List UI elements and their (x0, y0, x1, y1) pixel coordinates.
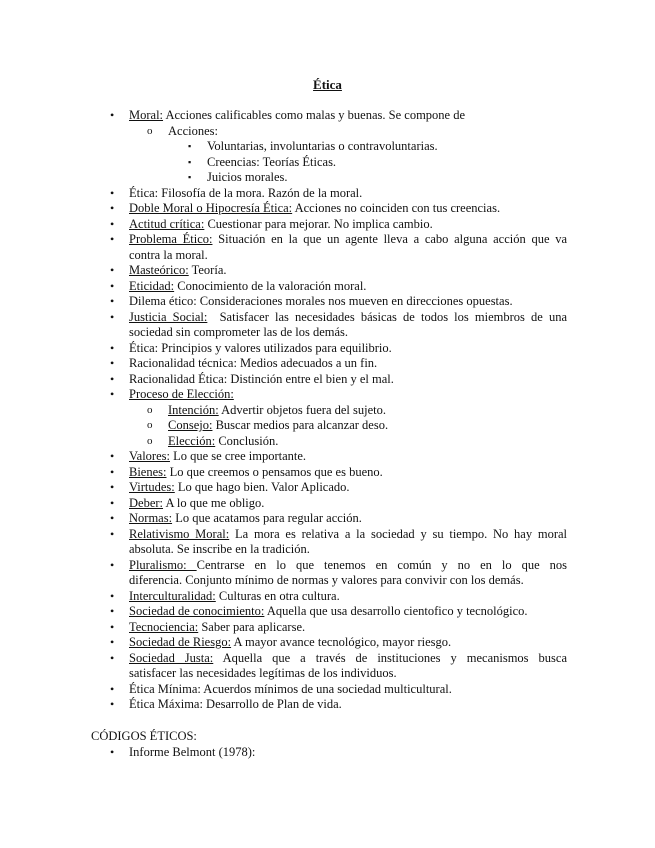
list-item (0, 558, 655, 574)
bullet-marker: • (110, 371, 115, 386)
term-label: Intención: (168, 402, 219, 417)
item-text (129, 589, 567, 605)
bullet-marker: • (110, 745, 115, 759)
term-label: Justicia Social: (129, 309, 208, 324)
item-text (129, 356, 567, 372)
bullet-marker: • (110, 340, 115, 355)
term-description: Ética Mínima: Acuerdos mínimos de una sociedad multicultural. (129, 681, 452, 696)
item-text (129, 201, 567, 217)
term-label: Bienes: (129, 464, 167, 479)
term-label: Interculturalidad: (129, 588, 216, 603)
term-description: Acciones no coinciden con tus creencias. (292, 201, 501, 215)
term-label: Doble Moral o Hipocresía Ética: (129, 201, 293, 215)
term-label: Masteórico: (129, 263, 189, 277)
term-description: Teoría. (188, 263, 227, 277)
list-item (0, 201, 655, 217)
list-item (0, 294, 655, 310)
list-item (0, 325, 655, 341)
term-description: diferencia. Conjunto mínimo de normas y valores para convivir con los demás. (129, 573, 524, 587)
bullet-marker: • (110, 495, 115, 510)
term-description: Buscar medios para alcanzar deso. (212, 418, 389, 432)
term-label: Consejo: (168, 418, 213, 432)
term-description: contra la moral. (129, 247, 208, 262)
item-text (129, 449, 567, 465)
term-label: Actitud crítica: (129, 216, 205, 231)
item-text (129, 294, 567, 310)
term-description: Culturas en otra cultura. (215, 588, 340, 603)
term-label: Sociedad de Riesgo: (129, 635, 232, 649)
list-item (0, 387, 655, 403)
term-label: Normas: (129, 511, 173, 525)
list-item (0, 496, 655, 512)
bullet-marker: • (110, 108, 115, 122)
bullet-marker: o (147, 124, 153, 137)
item-text (168, 434, 567, 450)
bullet-marker: o (147, 419, 153, 431)
term-description: Lo que se cree importante. (169, 449, 307, 463)
list-item (0, 745, 655, 761)
term-description: satisfacer las necesidades legítimas de los individuos. (129, 666, 397, 680)
term-label: Eticidad: (129, 278, 175, 293)
list-item (0, 542, 655, 558)
item-text (129, 232, 567, 248)
item-text (129, 666, 567, 682)
term-description: Advertir objetos fuera del sujeto. (218, 402, 387, 417)
term-description: absoluta. Se inscribe en la tradición. (129, 542, 310, 556)
list-item (0, 449, 655, 465)
item-text (129, 248, 567, 264)
list-item (0, 341, 655, 357)
item-text (129, 620, 567, 636)
bullet-marker: • (110, 480, 115, 494)
list-item (0, 465, 655, 481)
bullet-marker: • (110, 697, 115, 711)
bullet-marker: o (147, 403, 153, 416)
term-label: Proceso de Elección: (129, 387, 234, 401)
bullet-marker: • (110, 526, 115, 541)
list-item (0, 511, 655, 527)
item-text (129, 387, 567, 403)
item-text (129, 325, 567, 341)
list-item (0, 108, 655, 124)
list-item (0, 263, 655, 279)
bullet-marker: • (110, 216, 115, 231)
item-text (129, 697, 567, 713)
list-item (0, 372, 655, 388)
item-text (129, 108, 567, 124)
item-text (129, 279, 567, 295)
bullet-marker: • (110, 294, 115, 308)
term-description: Voluntarias, involuntarias o contravoluntarias. (207, 139, 438, 153)
item-text (129, 341, 567, 357)
bullet-marker: o (147, 434, 153, 447)
bullet-marker: • (110, 557, 115, 572)
term-label: Problema Ético: (129, 232, 213, 246)
bullet-marker: • (110, 201, 115, 215)
term-label: Sociedad de conocimiento: (129, 604, 265, 618)
bullet-marker: • (110, 619, 115, 634)
term-description: Satisfacer las necesidades básicas de todos los miembros de una (207, 309, 567, 324)
term-description: Acciones calificables como malas y buenas. Se compone de (163, 108, 466, 122)
bullet-marker: • (110, 604, 115, 618)
item-text (129, 511, 567, 527)
term-description: Ética Máxima: Desarrollo de Plan de vida. (129, 697, 342, 711)
list-item (0, 186, 655, 202)
item-text (129, 558, 567, 574)
term-description: La mora es relativa a la sociedad y su tiempo. No hay moral (229, 526, 568, 541)
term-label: Sociedad Justa: (129, 650, 214, 665)
bullet-marker: • (110, 650, 115, 665)
term-description: Racionalidad técnica: Medios adecuados a un fin. (129, 356, 378, 370)
term-label: Relativismo Moral: (129, 526, 230, 541)
item-text (129, 604, 567, 620)
list-item (0, 697, 655, 713)
item-text (129, 186, 567, 202)
term-description: Lo que acatamos para regular acción. (172, 511, 362, 525)
list-item (0, 356, 655, 372)
item-text (168, 403, 567, 419)
term-label: Deber: (129, 495, 164, 510)
term-description: Ética: Principios y valores utilizados para equilibrio. (129, 340, 392, 355)
bullet-marker: • (110, 511, 115, 525)
item-text (129, 635, 567, 651)
list-item (0, 480, 655, 496)
item-text (129, 745, 567, 761)
bullet-marker: • (110, 464, 115, 479)
list-item (0, 620, 655, 636)
item-text (129, 542, 567, 558)
list-item (0, 589, 655, 605)
list-item (0, 418, 655, 434)
list-item (0, 232, 655, 248)
list-item (0, 604, 655, 620)
list-item (0, 573, 655, 589)
list-item (0, 527, 655, 543)
list-item (0, 666, 655, 682)
list-item (0, 170, 655, 186)
term-description: Creencias: Teorías Éticas. (207, 154, 337, 169)
item-text (129, 263, 567, 279)
term-label: Moral: (129, 108, 164, 122)
bullet-marker: • (110, 635, 115, 649)
term-description: Lo que hago bien. Valor Aplicado. (174, 480, 350, 494)
list-item (0, 682, 655, 698)
term-description: sociedad sin comprometer las de los demás. (129, 325, 349, 339)
page-title: Ética (313, 77, 342, 92)
codes-list (0, 745, 655, 761)
term-description: Informe Belmont (1978): (129, 745, 256, 759)
bullet-marker: • (110, 681, 115, 696)
term-description: Conclusión. (215, 433, 279, 448)
bullet-marker: • (110, 356, 115, 370)
list-item (0, 635, 655, 651)
item-text (207, 139, 567, 155)
item-text (129, 372, 567, 388)
list-item (0, 651, 655, 667)
item-text (129, 217, 567, 233)
term-description: Aquella que a través de instituciones y mecanismos busca (213, 650, 567, 665)
term-label: Tecnociencia: (129, 619, 199, 634)
list-item (0, 310, 655, 326)
definitions-list (0, 108, 655, 713)
list-item (0, 124, 655, 140)
bullet-marker: • (110, 588, 115, 603)
term-description: Juicios morales. (207, 170, 288, 184)
term-description: Conocimiento de la valoración moral. (174, 278, 367, 293)
term-description: A mayor avance tecnológico, mayor riesgo. (231, 635, 452, 649)
term-label: Virtudes: (129, 480, 175, 494)
term-description: Saber para aplicarse. (198, 619, 306, 634)
bullet-marker: ▪ (188, 141, 192, 151)
item-text (129, 651, 567, 667)
term-description: Situación en la que un agente lleva a cabo alguna acción que va (212, 232, 568, 246)
term-description: A lo que me obligo. (163, 495, 265, 510)
term-description: Ética: Filosofía de la mora. Razón de la moral. (129, 185, 363, 200)
term-description: Centrarse en lo que tenemos en común y no en lo que nos (196, 557, 567, 572)
item-text (129, 465, 567, 481)
item-text (207, 170, 567, 186)
term-description: Aquella que usa desarrollo cientofico y tecnológico. (264, 604, 528, 618)
item-text (129, 480, 567, 496)
term-label: Valores: (129, 449, 170, 463)
bullet-marker: • (110, 278, 115, 293)
term-description: Dilema ético: Consideraciones morales nos mueven en direcciones opuestas. (129, 294, 513, 308)
term-description: Racionalidad Ética: Distinción entre el bien y el mal. (129, 371, 394, 386)
term-description: Cuestionar para mejorar. No implica cambio. (204, 216, 433, 231)
item-text (129, 496, 567, 512)
term-description: Acciones: (168, 123, 218, 138)
bullet-marker: • (110, 387, 115, 401)
item-text (207, 155, 567, 171)
list-item (0, 434, 655, 450)
bullet-marker: • (110, 263, 115, 277)
item-text (129, 527, 567, 543)
list-item (0, 248, 655, 264)
bullet-marker: ▪ (188, 172, 192, 182)
item-text (129, 310, 567, 326)
term-label: Elección: (168, 433, 216, 448)
section-heading: CÓDIGOS ÉTICOS: (91, 729, 197, 743)
bullet-marker: • (110, 185, 115, 200)
bullet-marker: ▪ (188, 156, 192, 167)
list-item (0, 155, 655, 171)
list-item (0, 403, 655, 419)
list-item (0, 217, 655, 233)
term-description: Lo que creemos o pensamos que es bueno. (166, 464, 383, 479)
item-text (129, 573, 567, 589)
bullet-marker: • (110, 449, 115, 463)
item-text (168, 418, 567, 434)
item-text (129, 682, 567, 698)
list-item (0, 139, 655, 155)
item-text (168, 124, 567, 140)
bullet-marker: • (110, 309, 115, 324)
list-item (0, 279, 655, 295)
term-label: Pluralismo: (129, 557, 197, 572)
bullet-marker: • (110, 232, 115, 246)
